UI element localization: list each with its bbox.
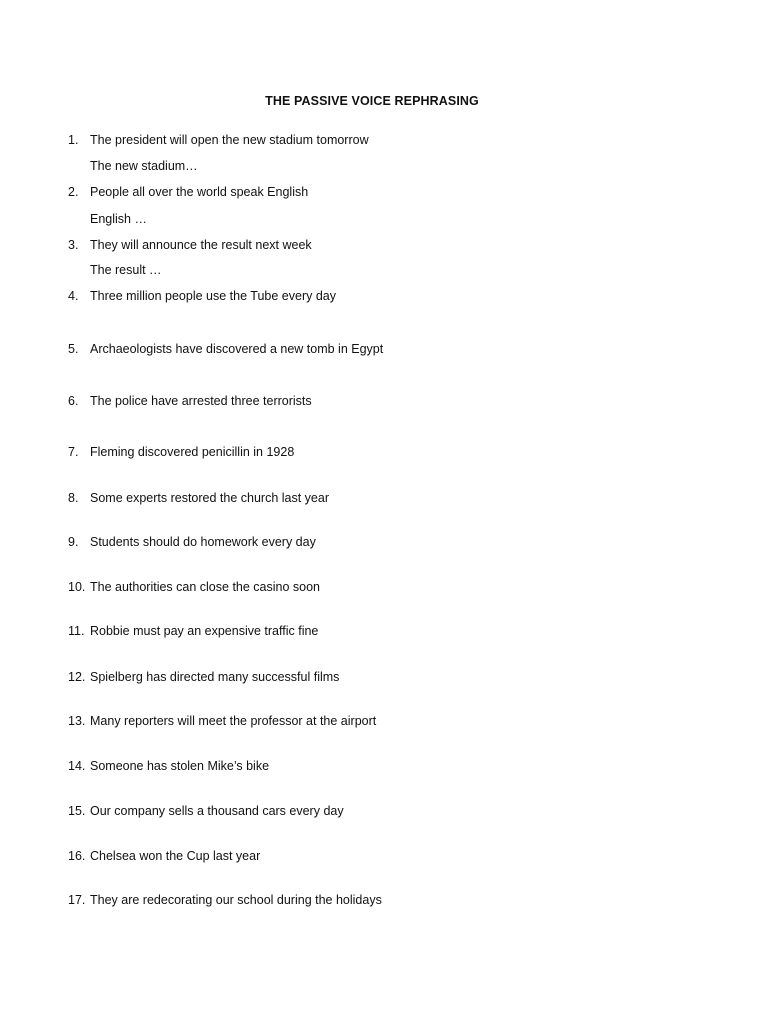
item-number: 17.	[68, 893, 86, 907]
item-prompt: English …	[90, 212, 147, 226]
item-number: 3.	[68, 238, 79, 252]
item-number: 11.	[68, 624, 85, 638]
item-number: 6.	[68, 394, 79, 408]
item-number: 13.	[68, 714, 86, 728]
item-number: 14.	[68, 759, 86, 773]
item-sentence: Fleming discovered penicillin in 1928	[90, 445, 295, 459]
item-number: 16.	[68, 849, 86, 863]
item-number: 4.	[68, 289, 79, 303]
item-prompt: The result …	[90, 263, 162, 277]
item-sentence: People all over the world speak English	[90, 185, 309, 199]
item-sentence: Three million people use the Tube every day	[90, 289, 336, 303]
item-sentence: The authorities can close the casino soon	[90, 580, 320, 594]
item-sentence: Some experts restored the church last year	[90, 491, 330, 505]
item-number: 10.	[68, 580, 86, 594]
page-title: THE PASSIVE VOICE REPHRASING	[265, 94, 479, 108]
item-sentence: Someone has stolen Mike’s bike	[90, 759, 270, 773]
item-sentence: The president will open the new stadium tomorrow	[90, 133, 369, 147]
item-number: 5.	[68, 342, 79, 356]
item-sentence: Students should do homework every day	[90, 535, 316, 549]
item-number: 1.	[68, 133, 79, 147]
item-sentence: They are redecorating our school during the holidays	[90, 893, 382, 907]
item-number: 12.	[68, 670, 86, 684]
item-number: 7.	[68, 445, 79, 459]
item-sentence: Many reporters will meet the professor at the airport	[90, 714, 377, 728]
item-sentence: Robbie must pay an expensive traffic fine	[90, 624, 319, 638]
item-number: 2.	[68, 185, 79, 199]
item-sentence: Spielberg has directed many successful films	[90, 670, 340, 684]
item-sentence: Archaeologists have discovered a new tomb in Egypt	[90, 342, 384, 356]
item-sentence: The police have arrested three terrorists	[90, 394, 312, 408]
item-prompt: The new stadium…	[90, 159, 198, 173]
item-sentence: Chelsea won the Cup last year	[90, 849, 261, 863]
item-number: 9.	[68, 535, 79, 549]
item-number: 8.	[68, 491, 79, 505]
item-number: 15.	[68, 804, 86, 818]
item-sentence: They will announce the result next week	[90, 238, 312, 252]
item-sentence: Our company sells a thousand cars every day	[90, 804, 344, 818]
